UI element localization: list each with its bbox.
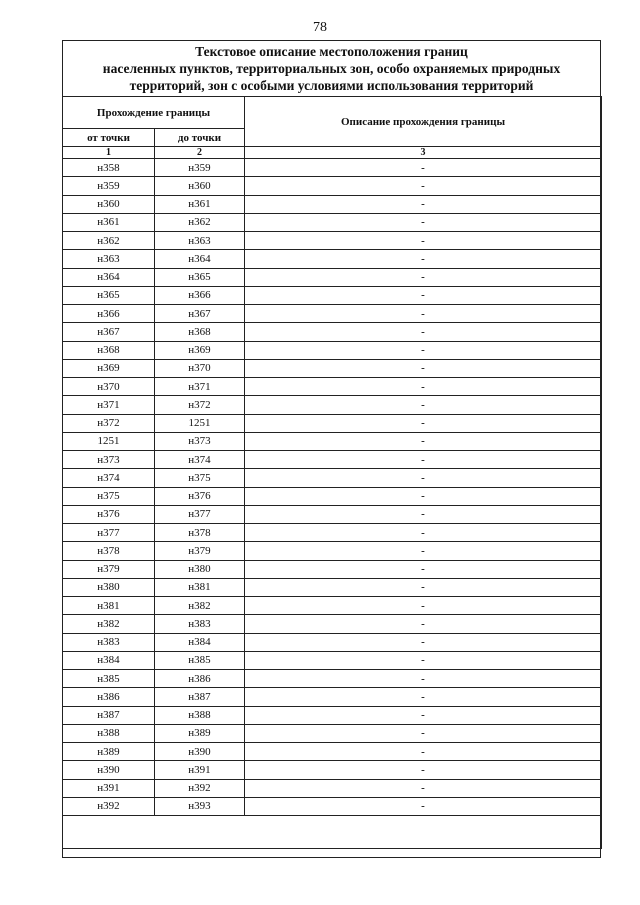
- table-row: [63, 743, 602, 761]
- from-point-cell: н368: [63, 341, 155, 359]
- to-point-cell: н376: [155, 487, 245, 505]
- from-point-cell: н375: [63, 487, 155, 505]
- table-row: [63, 213, 602, 231]
- column-number-2: 2: [155, 147, 245, 159]
- from-point-cell: н362: [63, 232, 155, 250]
- description-cell: -: [245, 323, 602, 341]
- to-point-cell: н363: [155, 232, 245, 250]
- table-row: [63, 177, 602, 195]
- from-point-cell: н367: [63, 323, 155, 341]
- to-point-cell: н386: [155, 670, 245, 688]
- table-body: [63, 159, 602, 849]
- from-point-cell: н379: [63, 560, 155, 578]
- empty-cell: [63, 816, 602, 849]
- to-point-cell: н377: [155, 505, 245, 523]
- to-point-cell: н369: [155, 341, 245, 359]
- to-point-cell: н370: [155, 359, 245, 377]
- from-point-cell: н370: [63, 378, 155, 396]
- table-row: [63, 378, 602, 396]
- to-point-cell: н362: [155, 213, 245, 231]
- description-cell: -: [245, 633, 602, 651]
- to-point-cell: н384: [155, 633, 245, 651]
- description-cell: -: [245, 615, 602, 633]
- description-cell: -: [245, 396, 602, 414]
- title-line-1: Текстовое описание местоположения границ: [195, 44, 468, 59]
- to-point-cell: н372: [155, 396, 245, 414]
- to-point-cell: 1251: [155, 414, 245, 432]
- table-row: [63, 469, 602, 487]
- table-header: [63, 97, 602, 159]
- to-point-cell: н392: [155, 779, 245, 797]
- table-row: [63, 432, 602, 450]
- header-description: Описание прохождения границы: [245, 97, 602, 147]
- title-line-3: территорий, зон с особыми условиями использования территорий: [129, 78, 534, 93]
- table-row: [63, 341, 602, 359]
- description-cell: -: [245, 414, 602, 432]
- table-row: [63, 688, 602, 706]
- from-point-cell: н371: [63, 396, 155, 414]
- to-point-cell: н361: [155, 195, 245, 213]
- description-cell: -: [245, 177, 602, 195]
- from-point-cell: н388: [63, 724, 155, 742]
- description-cell: -: [245, 743, 602, 761]
- table-row: [63, 305, 602, 323]
- description-cell: -: [245, 724, 602, 742]
- from-point-cell: н361: [63, 213, 155, 231]
- table-row: [63, 779, 602, 797]
- to-point-cell: н379: [155, 542, 245, 560]
- to-point-cell: н383: [155, 615, 245, 633]
- table-row: [63, 578, 602, 596]
- from-point-cell: н384: [63, 651, 155, 669]
- column-number-1: 1: [63, 147, 155, 159]
- column-number-3: 3: [245, 147, 602, 159]
- from-point-cell: н389: [63, 743, 155, 761]
- from-point-cell: н369: [63, 359, 155, 377]
- from-point-cell: н376: [63, 505, 155, 523]
- title-line-2: населенных пунктов, территориальных зон, особо охраняемых природных: [102, 61, 561, 76]
- to-point-cell: н367: [155, 305, 245, 323]
- to-point-cell: н382: [155, 597, 245, 615]
- description-cell: -: [245, 213, 602, 231]
- from-point-cell: н382: [63, 615, 155, 633]
- document-title: [62, 43, 601, 94]
- table-row: [63, 524, 602, 542]
- table-row: [63, 286, 602, 304]
- to-point-cell: н375: [155, 469, 245, 487]
- description-cell: -: [245, 597, 602, 615]
- from-point-cell: н360: [63, 195, 155, 213]
- empty-row: [63, 816, 602, 849]
- description-cell: -: [245, 232, 602, 250]
- description-cell: -: [245, 524, 602, 542]
- from-point-cell: н392: [63, 797, 155, 815]
- table-row: [63, 724, 602, 742]
- to-point-cell: н389: [155, 724, 245, 742]
- from-point-cell: н358: [63, 159, 155, 177]
- table-row: [63, 451, 602, 469]
- description-cell: -: [245, 432, 602, 450]
- description-cell: -: [245, 542, 602, 560]
- to-point-cell: н368: [155, 323, 245, 341]
- table-row: [63, 232, 602, 250]
- table-row: [63, 195, 602, 213]
- from-point-cell: н383: [63, 633, 155, 651]
- to-point-cell: н391: [155, 761, 245, 779]
- table-row: [63, 359, 602, 377]
- table-row: [63, 487, 602, 505]
- description-cell: -: [245, 469, 602, 487]
- description-cell: -: [245, 359, 602, 377]
- description-cell: -: [245, 779, 602, 797]
- description-cell: -: [245, 378, 602, 396]
- to-point-cell: н373: [155, 432, 245, 450]
- from-point-cell: н374: [63, 469, 155, 487]
- description-cell: -: [245, 305, 602, 323]
- table-row: [63, 323, 602, 341]
- description-cell: -: [245, 268, 602, 286]
- description-cell: -: [245, 688, 602, 706]
- to-point-cell: н393: [155, 797, 245, 815]
- to-point-cell: н374: [155, 451, 245, 469]
- from-point-cell: н387: [63, 706, 155, 724]
- table-row: [63, 651, 602, 669]
- table-row: [63, 670, 602, 688]
- table-row: [63, 414, 602, 432]
- header-passage: Прохождение границы: [63, 97, 245, 129]
- to-point-cell: н366: [155, 286, 245, 304]
- table-row: [63, 633, 602, 651]
- from-point-cell: н385: [63, 670, 155, 688]
- from-point-cell: н377: [63, 524, 155, 542]
- from-point-cell: н366: [63, 305, 155, 323]
- from-point-cell: н386: [63, 688, 155, 706]
- table-row: [63, 542, 602, 560]
- to-point-cell: н378: [155, 524, 245, 542]
- from-point-cell: н381: [63, 597, 155, 615]
- from-point-cell: н390: [63, 761, 155, 779]
- table-row: [63, 250, 602, 268]
- page-number: 78: [313, 20, 327, 35]
- description-cell: -: [245, 159, 602, 177]
- to-point-cell: н371: [155, 378, 245, 396]
- to-point-cell: н359: [155, 159, 245, 177]
- to-point-cell: н381: [155, 578, 245, 596]
- to-point-cell: н360: [155, 177, 245, 195]
- description-cell: -: [245, 487, 602, 505]
- table-row: [63, 268, 602, 286]
- from-point-cell: н391: [63, 779, 155, 797]
- to-point-cell: н390: [155, 743, 245, 761]
- description-cell: -: [245, 250, 602, 268]
- description-cell: -: [245, 505, 602, 523]
- description-cell: -: [245, 286, 602, 304]
- description-cell: -: [245, 451, 602, 469]
- description-cell: -: [245, 651, 602, 669]
- from-point-cell: н380: [63, 578, 155, 596]
- description-cell: -: [245, 560, 602, 578]
- description-cell: -: [245, 195, 602, 213]
- to-point-cell: н364: [155, 250, 245, 268]
- from-point-cell: н359: [63, 177, 155, 195]
- table-row: [63, 761, 602, 779]
- table-row: [63, 797, 602, 815]
- from-point-cell: 1251: [63, 432, 155, 450]
- table-row: [63, 597, 602, 615]
- description-cell: -: [245, 706, 602, 724]
- table-row: [63, 396, 602, 414]
- table-row: [63, 159, 602, 177]
- description-cell: -: [245, 761, 602, 779]
- description-cell: -: [245, 578, 602, 596]
- to-point-cell: н365: [155, 268, 245, 286]
- table-row: [63, 706, 602, 724]
- table-row: [63, 615, 602, 633]
- header-to-point: до точки: [155, 129, 245, 147]
- from-point-cell: н364: [63, 268, 155, 286]
- table-row: [63, 505, 602, 523]
- to-point-cell: н388: [155, 706, 245, 724]
- description-cell: -: [245, 341, 602, 359]
- table-row: [63, 560, 602, 578]
- from-point-cell: н372: [63, 414, 155, 432]
- from-point-cell: н373: [63, 451, 155, 469]
- from-point-cell: н363: [63, 250, 155, 268]
- to-point-cell: н380: [155, 560, 245, 578]
- description-cell: -: [245, 670, 602, 688]
- boundary-table: [62, 96, 602, 849]
- description-cell: -: [245, 797, 602, 815]
- from-point-cell: н365: [63, 286, 155, 304]
- header-from-point: от точки: [63, 129, 155, 147]
- from-point-cell: н378: [63, 542, 155, 560]
- to-point-cell: н387: [155, 688, 245, 706]
- to-point-cell: н385: [155, 651, 245, 669]
